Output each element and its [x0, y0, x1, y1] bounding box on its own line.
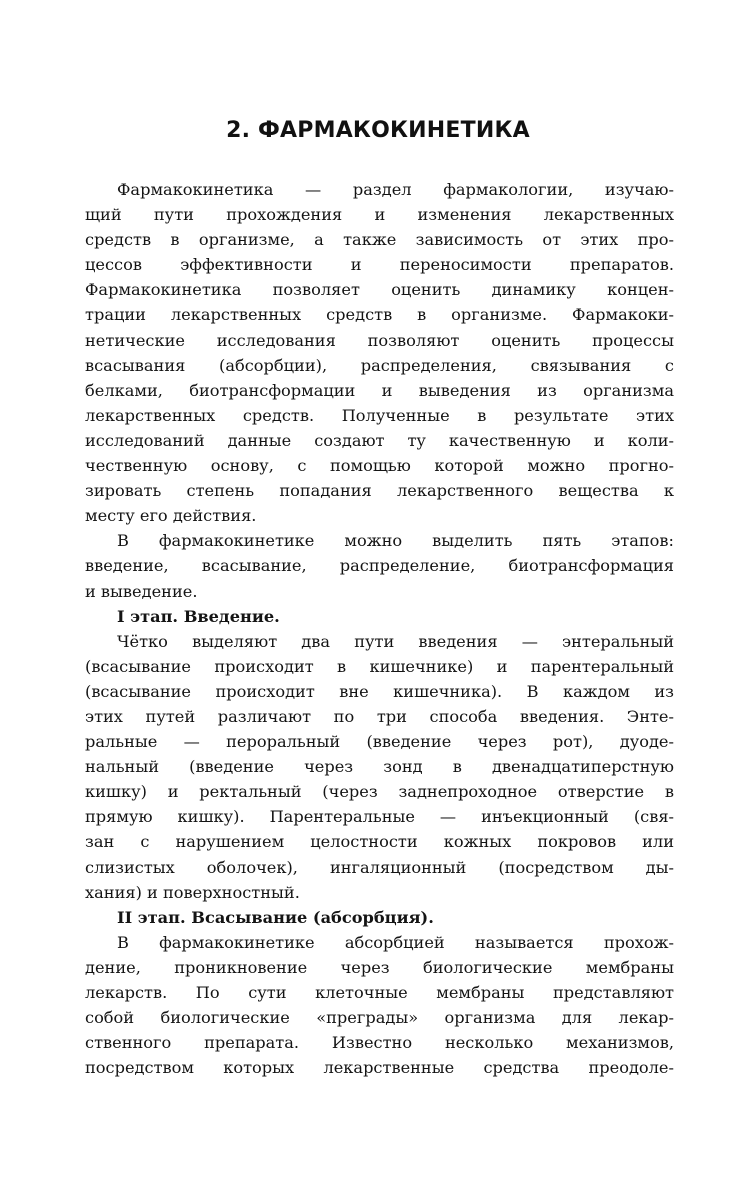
chapter-title: 2. ФАРМАКОКИНЕТИКА — [226, 118, 530, 143]
text-line: белками, биотрансформации и выведения из организма — [85, 380, 674, 400]
paragraph-last-line: и выведение. — [85, 581, 198, 601]
text-line: кишку) и ректальный (через заднепроходное отверстие в — [85, 782, 674, 802]
text-line: Фармакокинетика позволяет оценить динамику концен- — [85, 280, 674, 300]
text-line: ральные — пероральный (введение через рот), дуоде- — [85, 732, 674, 752]
text-line: посредством которых лекарственные средства преодоле- — [85, 1058, 674, 1078]
text-line: нальный (введение через зонд в двенадцатиперстную — [85, 757, 674, 777]
text-line: лекарств. По сути клеточные мембраны представляют — [85, 983, 674, 1002]
text-line: введение, всасывание, распределение, биотрансформация — [85, 556, 674, 576]
text-line: дение, проникновение через биологические мембраны — [85, 957, 674, 977]
text-line: слизистых оболочек), ингаляционный (посредством ды- — [85, 857, 674, 877]
text-line: средств в организме, а также зависимость от этих про- — [85, 230, 674, 250]
text-line: (всасывание происходит вне кишечника). В каждом из — [85, 681, 674, 701]
text-line: лекарственных средств. Полученные в результате этих — [85, 405, 674, 425]
text-line: исследований данные создают ту качественную и коли- — [85, 430, 674, 450]
text-line: собой биологические «преграды» организма для лекар- — [85, 1008, 674, 1028]
text-line: трации лекарственных средств в организме. Фармакоки- — [85, 305, 674, 325]
paragraph-first-line: В фармакокинетике можно выделить пять этапов: — [117, 531, 674, 551]
text-line: зан с нарушением целостности кожных покровов или — [85, 832, 674, 852]
paragraph-last-line: месту его действия. — [85, 506, 257, 526]
text-line: цессов эффективности и переносимости препаратов. — [85, 255, 674, 275]
paragraph-first-line: Фармакокинетика — раздел фармакологии, изучаю- — [117, 180, 674, 199]
text-line: прямую кишку). Парентеральные — инъекционный (свя- — [85, 807, 674, 827]
section-heading: I этап. Введение. — [117, 606, 280, 626]
paragraph-first-line: В фармакокинетике абсорбцией называется прохож- — [117, 932, 674, 952]
text-line: чественную основу, с помощью которой можно прогно- — [85, 456, 674, 476]
text-line: зировать степень попадания лекарственного вещества к — [85, 481, 674, 501]
text-line: всасывания (абсорбции), распределения, связывания с — [85, 355, 674, 375]
paragraph-first-line: Чётко выделяют два пути введения — энтеральный — [117, 631, 674, 651]
text-line: ственного препарата. Известно несколько механизмов, — [85, 1033, 674, 1053]
text-line: нетические исследования позволяют оценить процессы — [85, 330, 674, 350]
text-line: (всасывание происходит в кишечнике) и парентеральный — [85, 656, 674, 676]
text-line: щий пути прохождения и изменения лекарственных — [85, 205, 674, 225]
paragraph-last-line: хания) и поверхностный. — [85, 882, 300, 902]
section-heading: II этап. Всасывание (абсорбция). — [117, 907, 434, 927]
body-text — [85, 177, 674, 1080]
text-line: этих путей различают по три способа введения. Энте- — [85, 706, 674, 726]
